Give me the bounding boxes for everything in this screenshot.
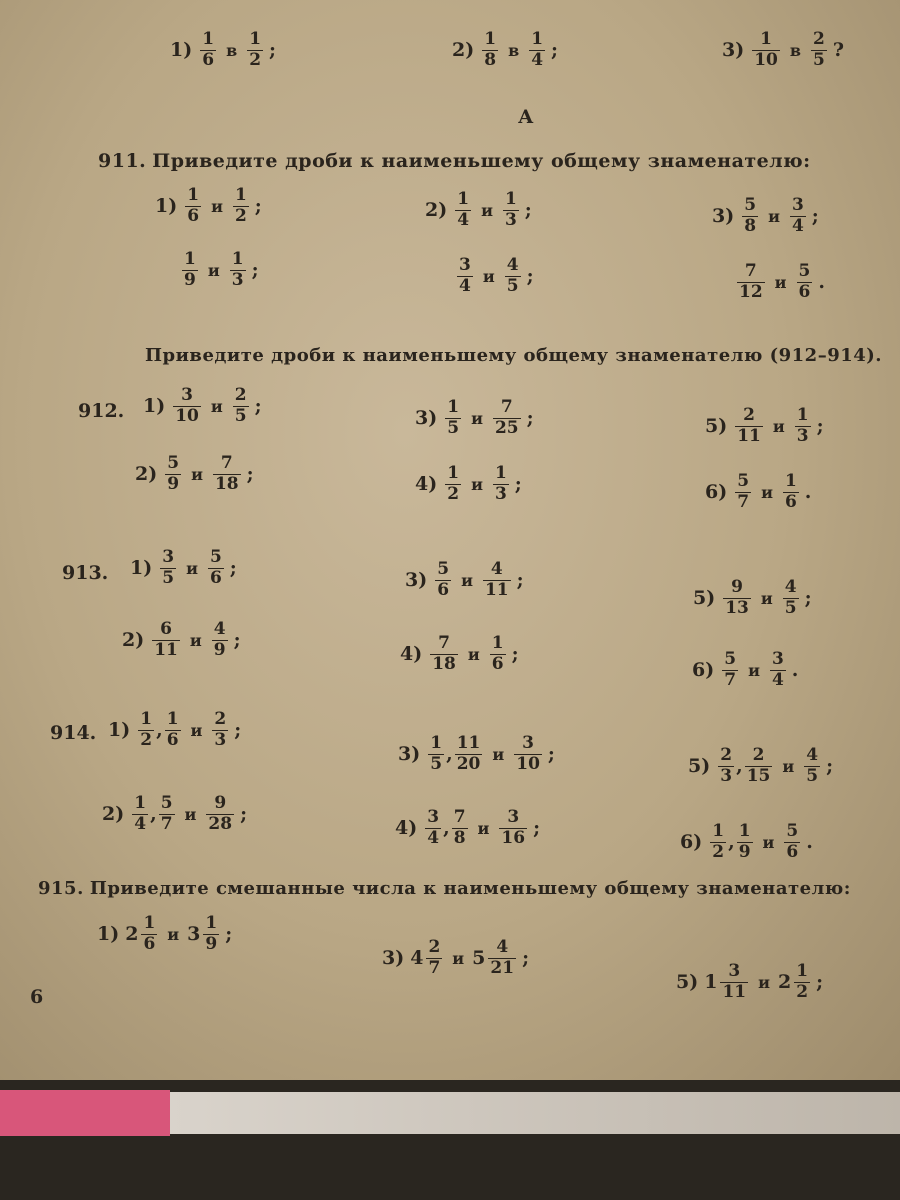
pink-book-edge [0,1090,170,1136]
top-row-item: 1) $\frac{1}{6}$ в $\frac{1}{2}$ ; [170,29,277,70]
fraction: $\frac{2}{11}$ [737,405,761,446]
fraction: $\frac{1}{5}$ [430,733,443,774]
fraction: $\frac{1}{2}$ [712,821,725,862]
exercise-title: Приведите дроби к наименьшему общему знаменателю: [152,150,811,172]
exercise-911-heading [98,150,811,172]
fraction: $\frac{3}{4}$ [459,255,471,296]
exercise-914-item: 5) $\frac{2}{3}$ , $\frac{2}{15}$ и $\frac{4}{5}$ ; [688,745,834,786]
fraction: $\frac{1}{2}$ [796,961,809,1002]
exercise-912-item: 6) $\frac{5}{7}$ и $\frac{1}{6}$ . [705,471,812,512]
fraction: $\frac{5}{6}$ [209,547,222,588]
fraction: $\frac{9}{13}$ [725,577,749,618]
fraction: $\frac{1}{4}$ [134,793,147,834]
fraction: $\frac{4}{21}$ [490,937,515,978]
group-heading-912-914: Приведите дроби к наименьшему общему знаменателю (912–914). [145,345,883,366]
exercise-913-item: 1) $\frac{3}{5}$ и $\frac{5}{6}$ ; [130,547,237,588]
exercise-915-item: 1) 2 $\frac{1}{6}$ и 3 $\frac{1}{9}$ ; [97,913,233,954]
exercise-911-item: $\frac{1}{9}$ и $\frac{1}{3}$ ; [184,249,259,290]
book-edge [170,1092,900,1134]
exercise-913-item: 6) $\frac{5}{7}$ и $\frac{3}{4}$ . [692,649,799,690]
fraction: $\frac{1}{2}$ [234,185,247,226]
fraction: $\frac{7}{25}$ [494,397,519,438]
exercise-911-item: $\frac{7}{12}$ и $\frac{5}{6}$ . [739,261,826,302]
fraction: $\frac{1}{6}$ [784,471,797,512]
fraction: $\frac{1}{3}$ [796,405,809,446]
exercise-912-item: 2) $\frac{5}{9}$ и $\frac{7}{18}$ ; [135,453,254,494]
exercise-914-item: 3) $\frac{1}{5}$ , $\frac{11}{20}$ и $\frac{3}{10}$ ; [398,733,555,774]
fraction: $\frac{1}{2}$ [447,463,460,504]
top-row-item: 2) $\frac{1}{8}$ в $\frac{1}{4}$ ; [452,29,559,70]
fraction: $\frac{7}{18}$ [214,453,239,494]
exercise-914-item: 6) $\frac{1}{2}$ , $\frac{1}{9}$ и $\frac{5}{6}$ . [680,821,813,862]
fraction: $\frac{5}{6}$ [798,261,811,302]
fraction: $\frac{1}{9}$ [738,821,751,862]
fraction: $\frac{1}{3}$ [231,249,244,290]
fraction: $\frac{6}{11}$ [154,619,178,660]
exercise-911-item: 1) $\frac{1}{6}$ и $\frac{1}{2}$ ; [155,185,262,226]
fraction: $\frac{2}{7}$ [428,937,441,978]
fraction: $\frac{1}{2}$ [249,29,262,70]
exercise-911-item: $\frac{3}{4}$ и $\frac{4}{5}$ ; [459,255,534,296]
fraction: $\frac{3}{10}$ [175,385,199,426]
fraction: $\frac{5}{6}$ [786,821,799,862]
fraction: $\frac{1}{8}$ [484,29,497,70]
fraction: $\frac{3}{10}$ [516,733,540,774]
fraction: $\frac{5}{6}$ [437,559,450,600]
exercise-913-item: 3) $\frac{5}{6}$ и $\frac{4}{11}$ ; [405,559,524,600]
exercise-912-item: 5) $\frac{2}{11}$ и $\frac{1}{3}$ ; [705,405,824,446]
exercise-911-item: 2) $\frac{1}{4}$ и $\frac{1}{3}$ ; [425,189,532,230]
exercise-913-item: 5) $\frac{9}{13}$ и $\frac{4}{5}$ ; [693,577,812,618]
fraction: $\frac{1}{4}$ [457,189,470,230]
exercise-913-item: 4) $\frac{7}{18}$ и $\frac{1}{6}$ ; [400,633,519,674]
exercise-912-item: 3) $\frac{1}{5}$ и $\frac{7}{25}$ ; [415,397,534,438]
fraction: $\frac{3}{4}$ [771,649,784,690]
fraction: $\frac{3}{11}$ [722,961,747,1002]
fraction: $\frac{1}{9}$ [205,913,218,954]
exercise-title: Приведите смешанные числа к наименьшему общему знаменателю: [89,878,851,899]
exercise-912-item: 4) $\frac{1}{2}$ и $\frac{1}{3}$ ; [415,463,522,504]
fraction: $\frac{5}{7}$ [160,793,173,834]
exercise-915-item: 5) 1 $\frac{3}{11}$ и 2 $\frac{1}{2}$ ; [676,961,824,1002]
exercise-915-item: 3) 4 $\frac{2}{7}$ и 5 $\frac{4}{21}$ ; [382,937,530,978]
fraction: $\frac{7}{18}$ [432,633,456,674]
fraction: $\frac{1}{3}$ [504,189,517,230]
conjunction: в [789,40,802,60]
fraction: $\frac{2}{15}$ [746,745,771,786]
item-label: 1) [170,39,193,62]
fraction: $\frac{1}{4}$ [531,29,544,70]
fraction: $\frac{11}{20}$ [456,733,481,774]
exercise-911-item: 3) $\frac{5}{8}$ и $\frac{3}{4}$ ; [712,195,819,236]
fraction: $\frac{1}{6}$ [166,709,179,750]
exercise-913-number: 913. [62,562,109,584]
fraction: $\frac{7}{8}$ [453,807,466,848]
fraction: $\frac{5}{7}$ [737,471,750,512]
exercise-912-number: 912. [78,400,125,422]
fraction: $\frac{1}{9}$ [184,249,196,290]
fraction: $\frac{2}{5}$ [813,29,825,70]
fraction: $\frac{5}{8}$ [744,195,757,236]
fraction: $\frac{2}{3}$ [214,709,227,750]
exercise-912-item: 1) $\frac{3}{10}$ и $\frac{2}{5}$ ; [143,385,262,426]
fraction: $\frac{3}{5}$ [162,547,175,588]
fraction: $\frac{4}{5}$ [784,577,797,618]
fraction: $\frac{1}{10}$ [754,29,778,70]
fraction: $\frac{1}{6}$ [202,29,215,70]
fraction: $\frac{4}{9}$ [213,619,226,660]
section-letter: А [518,106,534,128]
exercise-915-heading [38,878,851,899]
item-label: 2) [452,39,475,62]
exercise-913-item: 2) $\frac{6}{11}$ и $\frac{4}{9}$ ; [122,619,241,660]
fraction: $\frac{5}{9}$ [167,453,180,494]
fraction: $\frac{4}{5}$ [806,745,819,786]
fraction: $\frac{1}{3}$ [494,463,507,504]
fraction: $\frac{3}{4}$ [427,807,440,848]
fraction: $\frac{1}{6}$ [143,913,156,954]
fraction: $\frac{4}{5}$ [506,255,519,296]
fraction: $\frac{1}{5}$ [447,397,460,438]
exercise-number: 915. [38,878,84,899]
top-row-item: 3) $\frac{1}{10}$ в $\frac{2}{5}$ ? [722,29,844,70]
exercise-914-number: 914. [50,722,97,744]
page-number: 6 [30,986,44,1008]
fraction: $\frac{1}{6}$ [187,185,200,226]
exercise-number: 911. [98,150,147,172]
exercise-914-item: 1) $\frac{1}{2}$ , $\frac{1}{6}$ и $\frac{2}{3}$ ; [108,709,242,750]
fraction: $\frac{5}{7}$ [724,649,737,690]
conjunction: в [508,40,520,60]
exercise-914-item: 2) $\frac{1}{4}$ , $\frac{5}{7}$ и $\frac{9}{28}$ ; [102,793,248,834]
exercise-914-item: 4) $\frac{3}{4}$ , $\frac{7}{8}$ и $\frac{3}{16}$ ; [395,807,541,848]
fraction: $\frac{7}{12}$ [739,261,763,302]
fraction: $\frac{1}{6}$ [491,633,504,674]
fraction: $\frac{1}{2}$ [140,709,153,750]
fraction: $\frac{2}{3}$ [720,745,733,786]
conjunction: в [226,40,238,60]
fraction: $\frac{3}{4}$ [791,195,804,236]
fraction: $\frac{9}{28}$ [208,793,233,834]
fraction: $\frac{4}{11}$ [484,559,509,600]
fraction: $\frac{3}{16}$ [501,807,526,848]
fraction: $\frac{2}{5}$ [234,385,247,426]
item-label: 3) [722,39,745,62]
